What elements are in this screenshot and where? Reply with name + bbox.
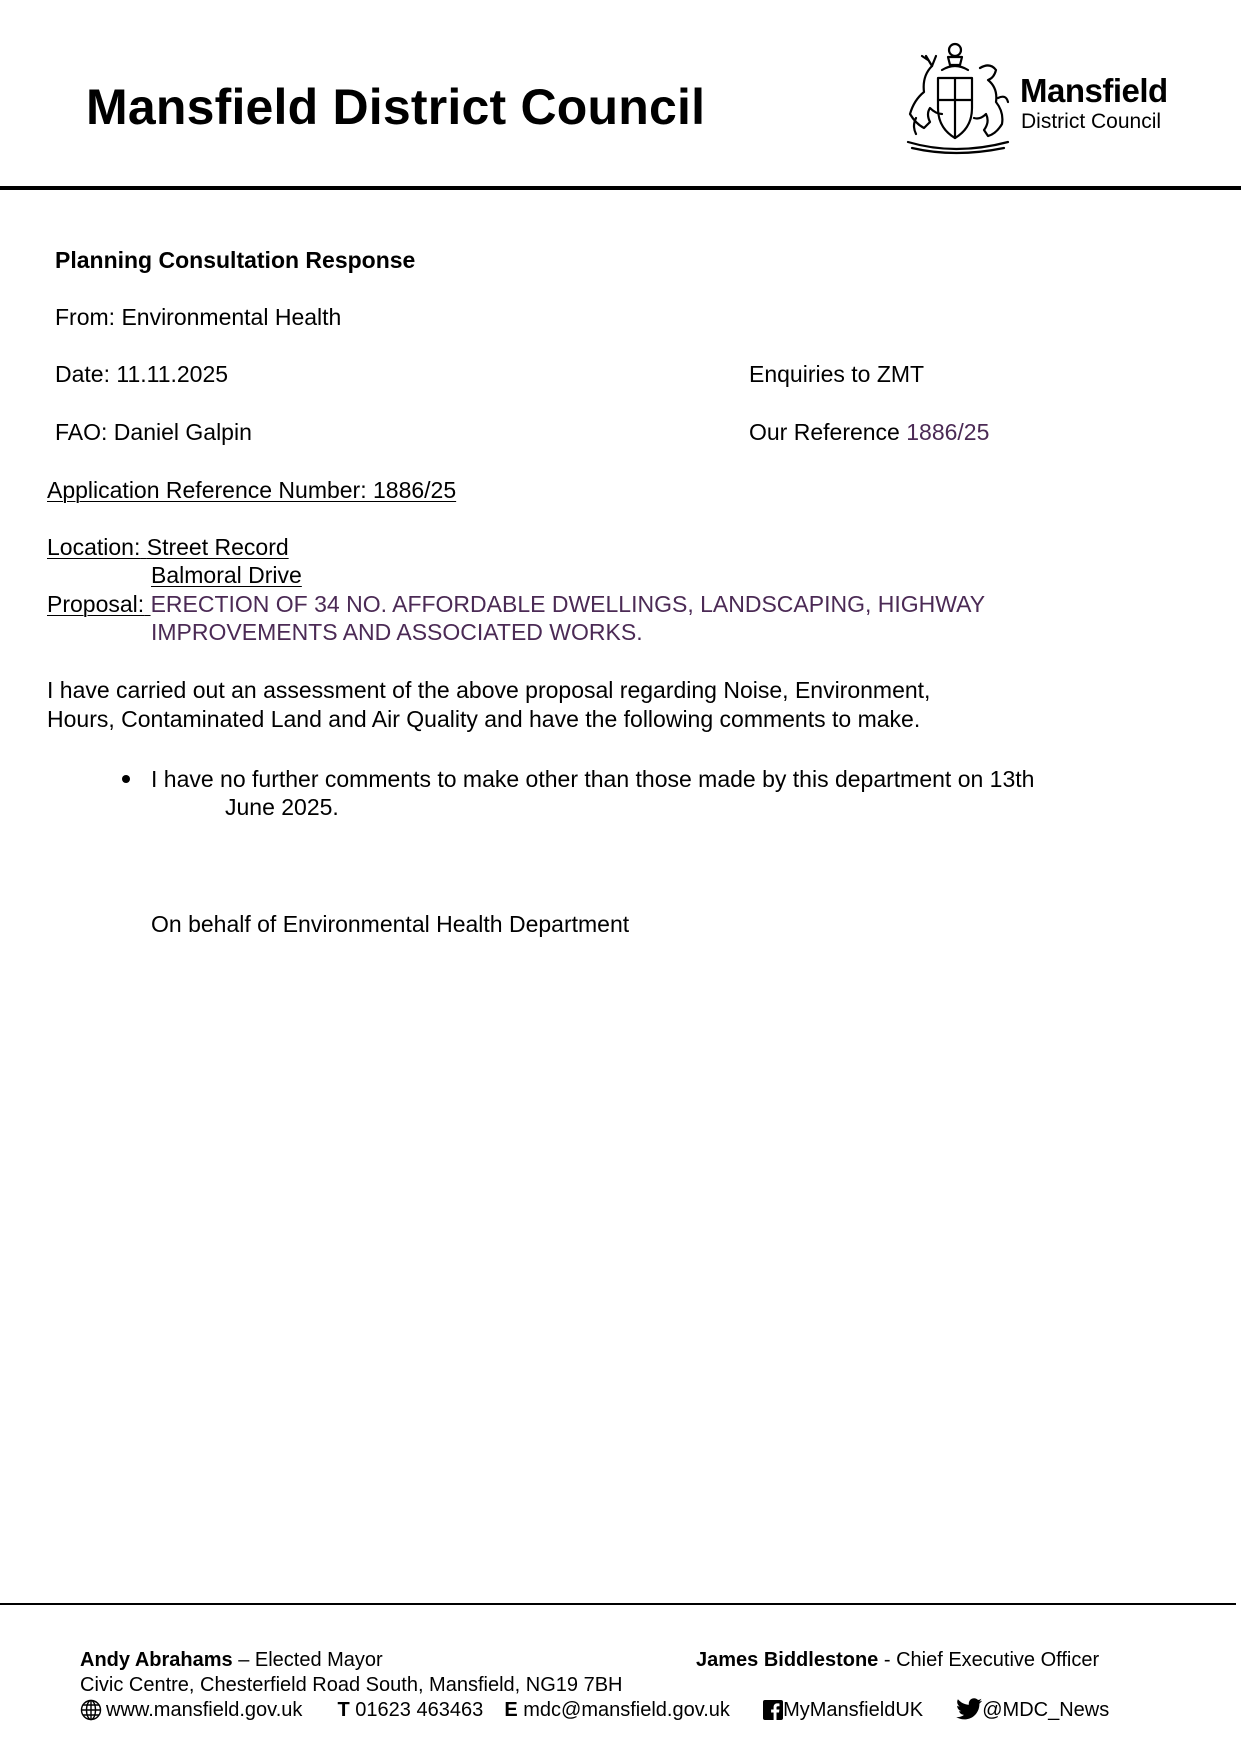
proposal-line — [47, 590, 985, 618]
address-line: Civic Centre, Chesterfield Road South, Mansfield, NG19 7BH — [80, 1674, 623, 1696]
facebook-link[interactable]: MyMansfieldUK — [783, 1699, 924, 1721]
ceo-name: James Biddlestone — [696, 1649, 879, 1671]
twitter-link[interactable]: @MDC_News — [982, 1699, 1110, 1721]
proposal-text-line2: IMPROVEMENTS AND ASSOCIATED WORKS. — [151, 619, 643, 645]
location-road: Balmoral Drive — [151, 562, 302, 588]
location-label: Location: — [47, 534, 141, 560]
mayor-title: – Elected Mayor — [238, 1649, 383, 1671]
footer-divider — [0, 1603, 1236, 1605]
coat-of-arms-icon — [902, 40, 1014, 155]
location-street: Street Record — [146, 534, 289, 560]
ceo-line — [696, 1648, 1099, 1672]
phone-label: T — [337, 1699, 350, 1721]
header-divider — [0, 186, 1241, 190]
enquiries-line: Enquiries to ZMT — [749, 361, 925, 387]
mayor-name: Andy Abrahams — [80, 1649, 233, 1671]
website-link[interactable]: www.mansfield.gov.uk — [106, 1699, 303, 1721]
proposal-label: Proposal: — [47, 591, 145, 617]
page-title: Mansfield District Council — [86, 79, 706, 135]
facebook-icon — [763, 1700, 783, 1720]
bullet-text-line1: I have no further comments to make other than those made by this department on 13th — [151, 766, 1035, 792]
phone-number[interactable]: 01623 463463 — [355, 1699, 484, 1721]
our-reference-line — [749, 418, 989, 446]
fao-line: FAO: Daniel Galpin — [55, 419, 252, 445]
from-line: From: Environmental Health — [55, 304, 342, 330]
email-link[interactable]: mdc@mansfield.gov.uk — [523, 1699, 730, 1721]
mayor-line — [80, 1648, 383, 1672]
bullet-icon — [122, 775, 130, 783]
ceo-title: - Chief Executive Officer — [883, 1649, 1100, 1671]
twitter-bird-icon — [956, 1698, 982, 1720]
application-reference: Application Reference Number: 1886/25 — [47, 477, 457, 503]
email-label: E — [504, 1699, 518, 1721]
contact-line — [80, 1698, 1109, 1722]
assessment-line2: Hours, Contaminated Land and Air Quality and have the following comments to make. — [47, 706, 921, 732]
date-line: Date: 11.11.2025 — [55, 361, 229, 387]
our-reference-label: Our Reference — [749, 419, 900, 445]
assessment-line1: I have carried out an assessment of the above proposal regarding Noise, Environment, — [47, 677, 931, 703]
proposal-text-line1: ERECTION OF 34 NO. AFFORDABLE DWELLINGS, LANDSCAPING, HIGHWAY — [150, 591, 986, 617]
logo-wordmark-line1: Mansfield — [1020, 72, 1168, 109]
globe-icon — [80, 1699, 102, 1721]
council-logo — [902, 40, 1172, 155]
bullet-text-line2: June 2025. — [225, 794, 339, 820]
signoff: On behalf of Environmental Health Department — [151, 911, 630, 937]
logo-wordmark-line2: District Council — [1021, 110, 1162, 133]
our-reference-value: 1886/25 — [906, 419, 990, 445]
response-heading: Planning Consultation Response — [55, 247, 416, 273]
location-line — [47, 533, 289, 561]
